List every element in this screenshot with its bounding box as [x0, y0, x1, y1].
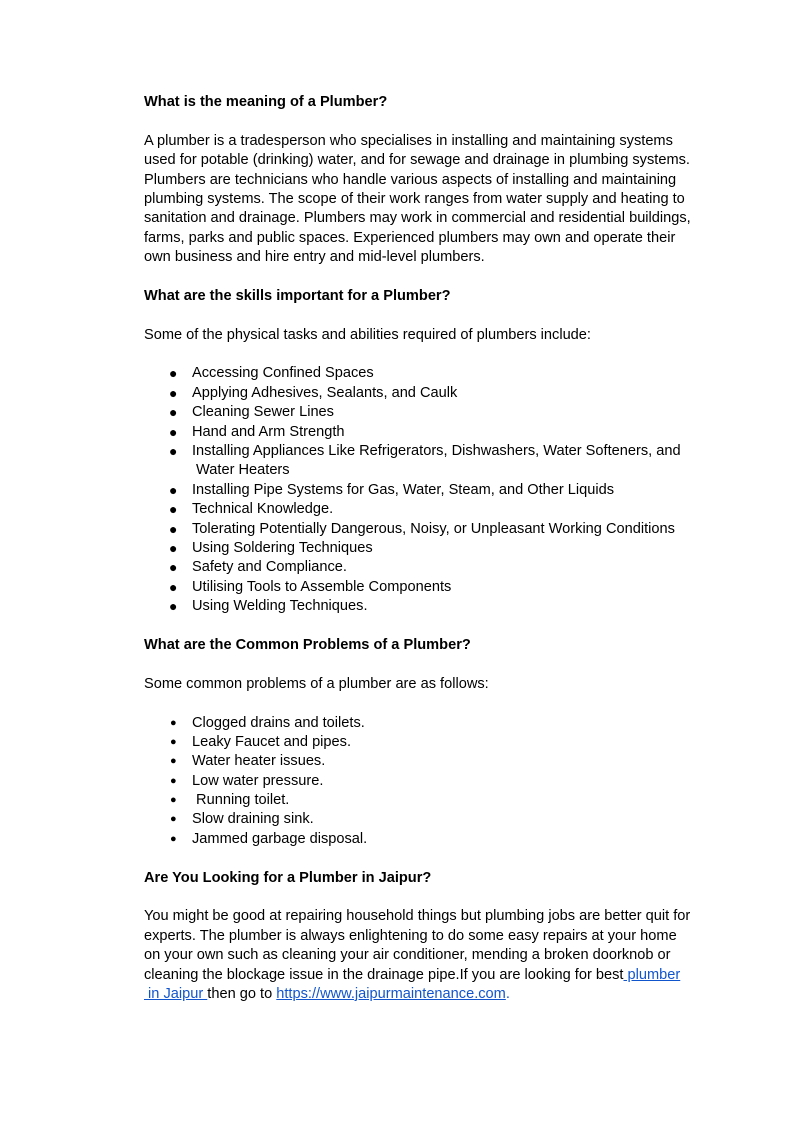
- bullet-icon: ●: [169, 384, 178, 401]
- list-item: ● Jammed garbage disposal.: [144, 830, 744, 849]
- list-item: ● Clogged drains and toilets.: [144, 714, 744, 733]
- bullet-icon: ●: [170, 755, 177, 768]
- list-item: ● Accessing Confined Spaces: [144, 364, 744, 383]
- text-line: A plumber is a tradesperson who specialises in installing and maintaining systems: [144, 132, 673, 149]
- problems-intro: Some common problems of a plumber are as follows:: [144, 675, 489, 692]
- text-line: Plumbers are technicians who handle various aspects of installing and maintaining: [144, 171, 677, 188]
- plumber-in-jaipur-link[interactable]: plumber: [623, 966, 681, 983]
- bullet-icon: ●: [170, 716, 177, 729]
- heading-skills: What are the skills important for a Plumber?: [144, 287, 451, 304]
- problems-list: [144, 714, 744, 850]
- list-item: ● Using Welding Techniques.: [144, 597, 744, 616]
- bullet-icon: ●: [169, 481, 178, 498]
- bullet-icon: ●: [169, 598, 178, 615]
- bullet-icon: ●: [170, 832, 177, 845]
- bullet-icon: ●: [169, 365, 178, 382]
- plumber-in-jaipur-link-cont[interactable]: in Jaipur: [144, 985, 208, 1002]
- paragraph-meaning: [144, 132, 744, 268]
- text-line: used for potable (drinking) water, and for sewage and drainage in plumbing systems.: [144, 152, 690, 169]
- list-item: ● Installing Appliances Like Refrigerators, Dishwashers, Water Softeners, and: [144, 442, 744, 461]
- list-item: ● Slow draining sink.: [144, 810, 744, 829]
- skills-intro: Some of the physical tasks and abilities required of plumbers include:: [144, 326, 591, 343]
- list-item-continuation: Water Heaters: [192, 462, 290, 479]
- jaipurmaintenance-link[interactable]: https://www.jaipurmaintenance.com: [276, 985, 506, 1002]
- text-line: own business and hire entry and mid-level plumbers.: [144, 249, 485, 266]
- list-item: ● Water heater issues.: [144, 752, 744, 771]
- heading-problems: What are the Common Problems of a Plumber?: [144, 636, 471, 653]
- paragraph-jaipur: [144, 907, 744, 1004]
- list-item: ● Cleaning Sewer Lines: [144, 403, 744, 422]
- text-line: plumbing systems. The scope of their work ranges from water supply and heating to: [144, 190, 685, 207]
- text-line: sanitation and drainage. Plumbers may work in commercial and residential buildings,: [144, 210, 691, 227]
- bullet-icon: ●: [169, 559, 178, 576]
- bullet-icon: ●: [170, 813, 177, 826]
- text-line: in Jaipur then go to https://www.jaipurmaintenance.com.: [144, 985, 510, 1002]
- bullet-icon: ●: [169, 539, 178, 556]
- list-item: ● Utilising Tools to Assemble Components: [144, 578, 744, 597]
- heading-jaipur: Are You Looking for a Plumber in Jaipur?: [144, 869, 432, 886]
- bullet-icon: ●: [169, 423, 178, 440]
- text-line: on your own such as cleaning your air conditioner, mending a broken doorknob or: [144, 947, 671, 964]
- bullet-icon: ●: [169, 578, 178, 595]
- bullet-icon: ●: [170, 735, 177, 748]
- list-item: ● Leaky Faucet and pipes.: [144, 733, 744, 752]
- heading-meaning: What is the meaning of a Plumber?: [144, 94, 388, 110]
- text-line: farms, parks and public spaces. Experienced plumbers may own and operate their: [144, 229, 676, 246]
- list-item: ● Running toilet.: [144, 791, 744, 810]
- list-item: ● Low water pressure.: [144, 772, 744, 791]
- list-item: ● Technical Knowledge.: [144, 500, 744, 519]
- list-item: ● Safety and Compliance.: [144, 558, 744, 577]
- bullet-icon: ●: [170, 774, 177, 787]
- list-item: ● Installing Pipe Systems for Gas, Water, Steam, and Other Liquids: [144, 481, 744, 500]
- list-item: ● Using Soldering Techniques: [144, 539, 744, 558]
- bullet-icon: ●: [169, 501, 178, 518]
- bullet-icon: ●: [169, 520, 178, 537]
- bullet-icon: ●: [169, 443, 178, 460]
- text-line: experts. The plumber is always enlightening to do some easy repairs at your home: [144, 927, 677, 944]
- text-line: cleaning the blockage issue in the drainage pipe.If you are looking for best plumber: [144, 966, 681, 983]
- text-line: You might be good at repairing household things but plumbing jobs are better quit for: [144, 908, 691, 925]
- list-item: ● Applying Adhesives, Sealants, and Caulk: [144, 384, 744, 403]
- list-item: ● Tolerating Potentially Dangerous, Noisy, or Unpleasant Working Conditions: [144, 520, 744, 539]
- list-item: ● Hand and Arm Strength: [144, 423, 744, 442]
- skills-list: [144, 364, 744, 616]
- bullet-icon: ●: [170, 794, 177, 807]
- document-page: [144, 93, 744, 1004]
- bullet-icon: ●: [169, 404, 178, 421]
